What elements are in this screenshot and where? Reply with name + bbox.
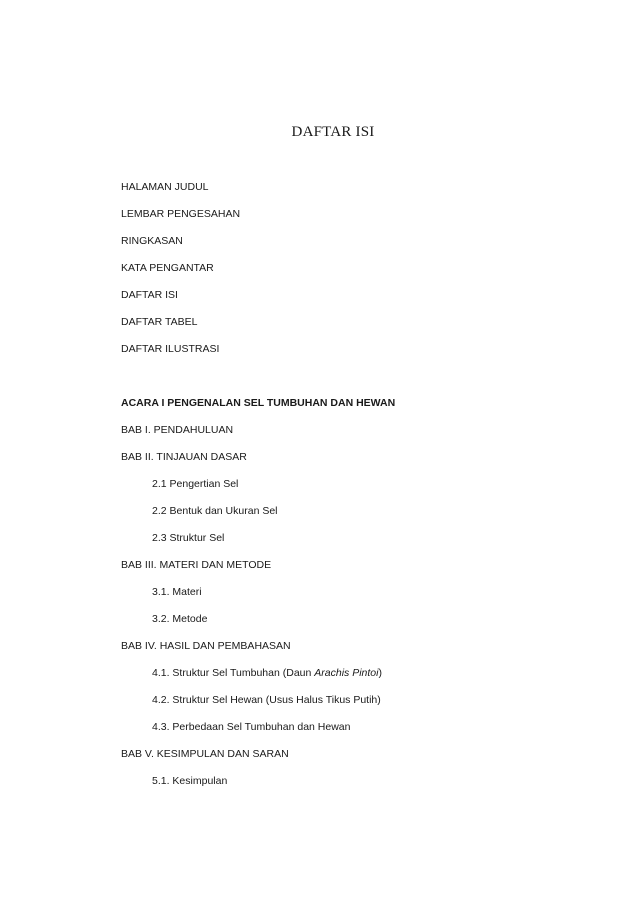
toc-entry-daftar-isi: DAFTAR ISI [121, 289, 178, 301]
toc-entry-halaman-judul: HALAMAN JUDUL [121, 181, 209, 193]
toc-entry-acara-heading: ACARA I PENGENALAN SEL TUMBUHAN DAN HEWAN [121, 397, 396, 409]
toc-entry-4-1-prefix: 4.1. Struktur Sel Tumbuhan (Daun [152, 667, 315, 679]
toc-entry-bab-2: BAB II. TINJAUAN DASAR [121, 451, 247, 463]
toc-entry-5-1: 5.1. Kesimpulan [152, 775, 228, 787]
toc-entry-4-1-species: Arachis Pintoi [314, 667, 379, 679]
toc-entry-4-1 [121, 666, 601, 693]
toc-entry-daftar-tabel: DAFTAR TABEL [121, 316, 198, 328]
page-title: DAFTAR ISI [291, 124, 375, 140]
toc-entry-lembar-pengesahan: LEMBAR PENGESAHAN [121, 208, 241, 220]
table-of-contents [121, 180, 601, 801]
toc-entry-4-2: 4.2. Struktur Sel Hewan (Usus Halus Tikus Putih) [152, 694, 381, 706]
toc-entry-2-2: 2.2 Bentuk dan Ukuran Sel [152, 505, 278, 517]
toc-entry-2-3: 2.3 Struktur Sel [152, 532, 225, 544]
toc-entry-4-3: 4.3. Perbedaan Sel Tumbuhan dan Hewan [152, 721, 351, 733]
toc-entry-daftar-ilustrasi: DAFTAR ILUSTRASI [121, 343, 220, 355]
toc-entry-3-2: 3.2. Metode [152, 613, 208, 625]
toc-entry-bab-4: BAB IV. HASIL DAN PEMBAHASAN [121, 640, 291, 652]
toc-entry-3-1: 3.1. Materi [152, 586, 202, 598]
toc-entry-4-1-suffix: ) [378, 667, 382, 679]
toc-entry-ringkasan: RINGKASAN [121, 235, 183, 247]
toc-entry-bab-5: BAB V. KESIMPULAN DAN SARAN [121, 748, 289, 760]
toc-entry-bab-1: BAB I. PENDAHULUAN [121, 424, 234, 436]
toc-entry-bab-3: BAB III. MATERI DAN METODE [121, 559, 272, 571]
toc-entry-kata-pengantar: KATA PENGANTAR [121, 262, 214, 274]
toc-entry-2-1: 2.1 Pengertian Sel [152, 478, 239, 490]
